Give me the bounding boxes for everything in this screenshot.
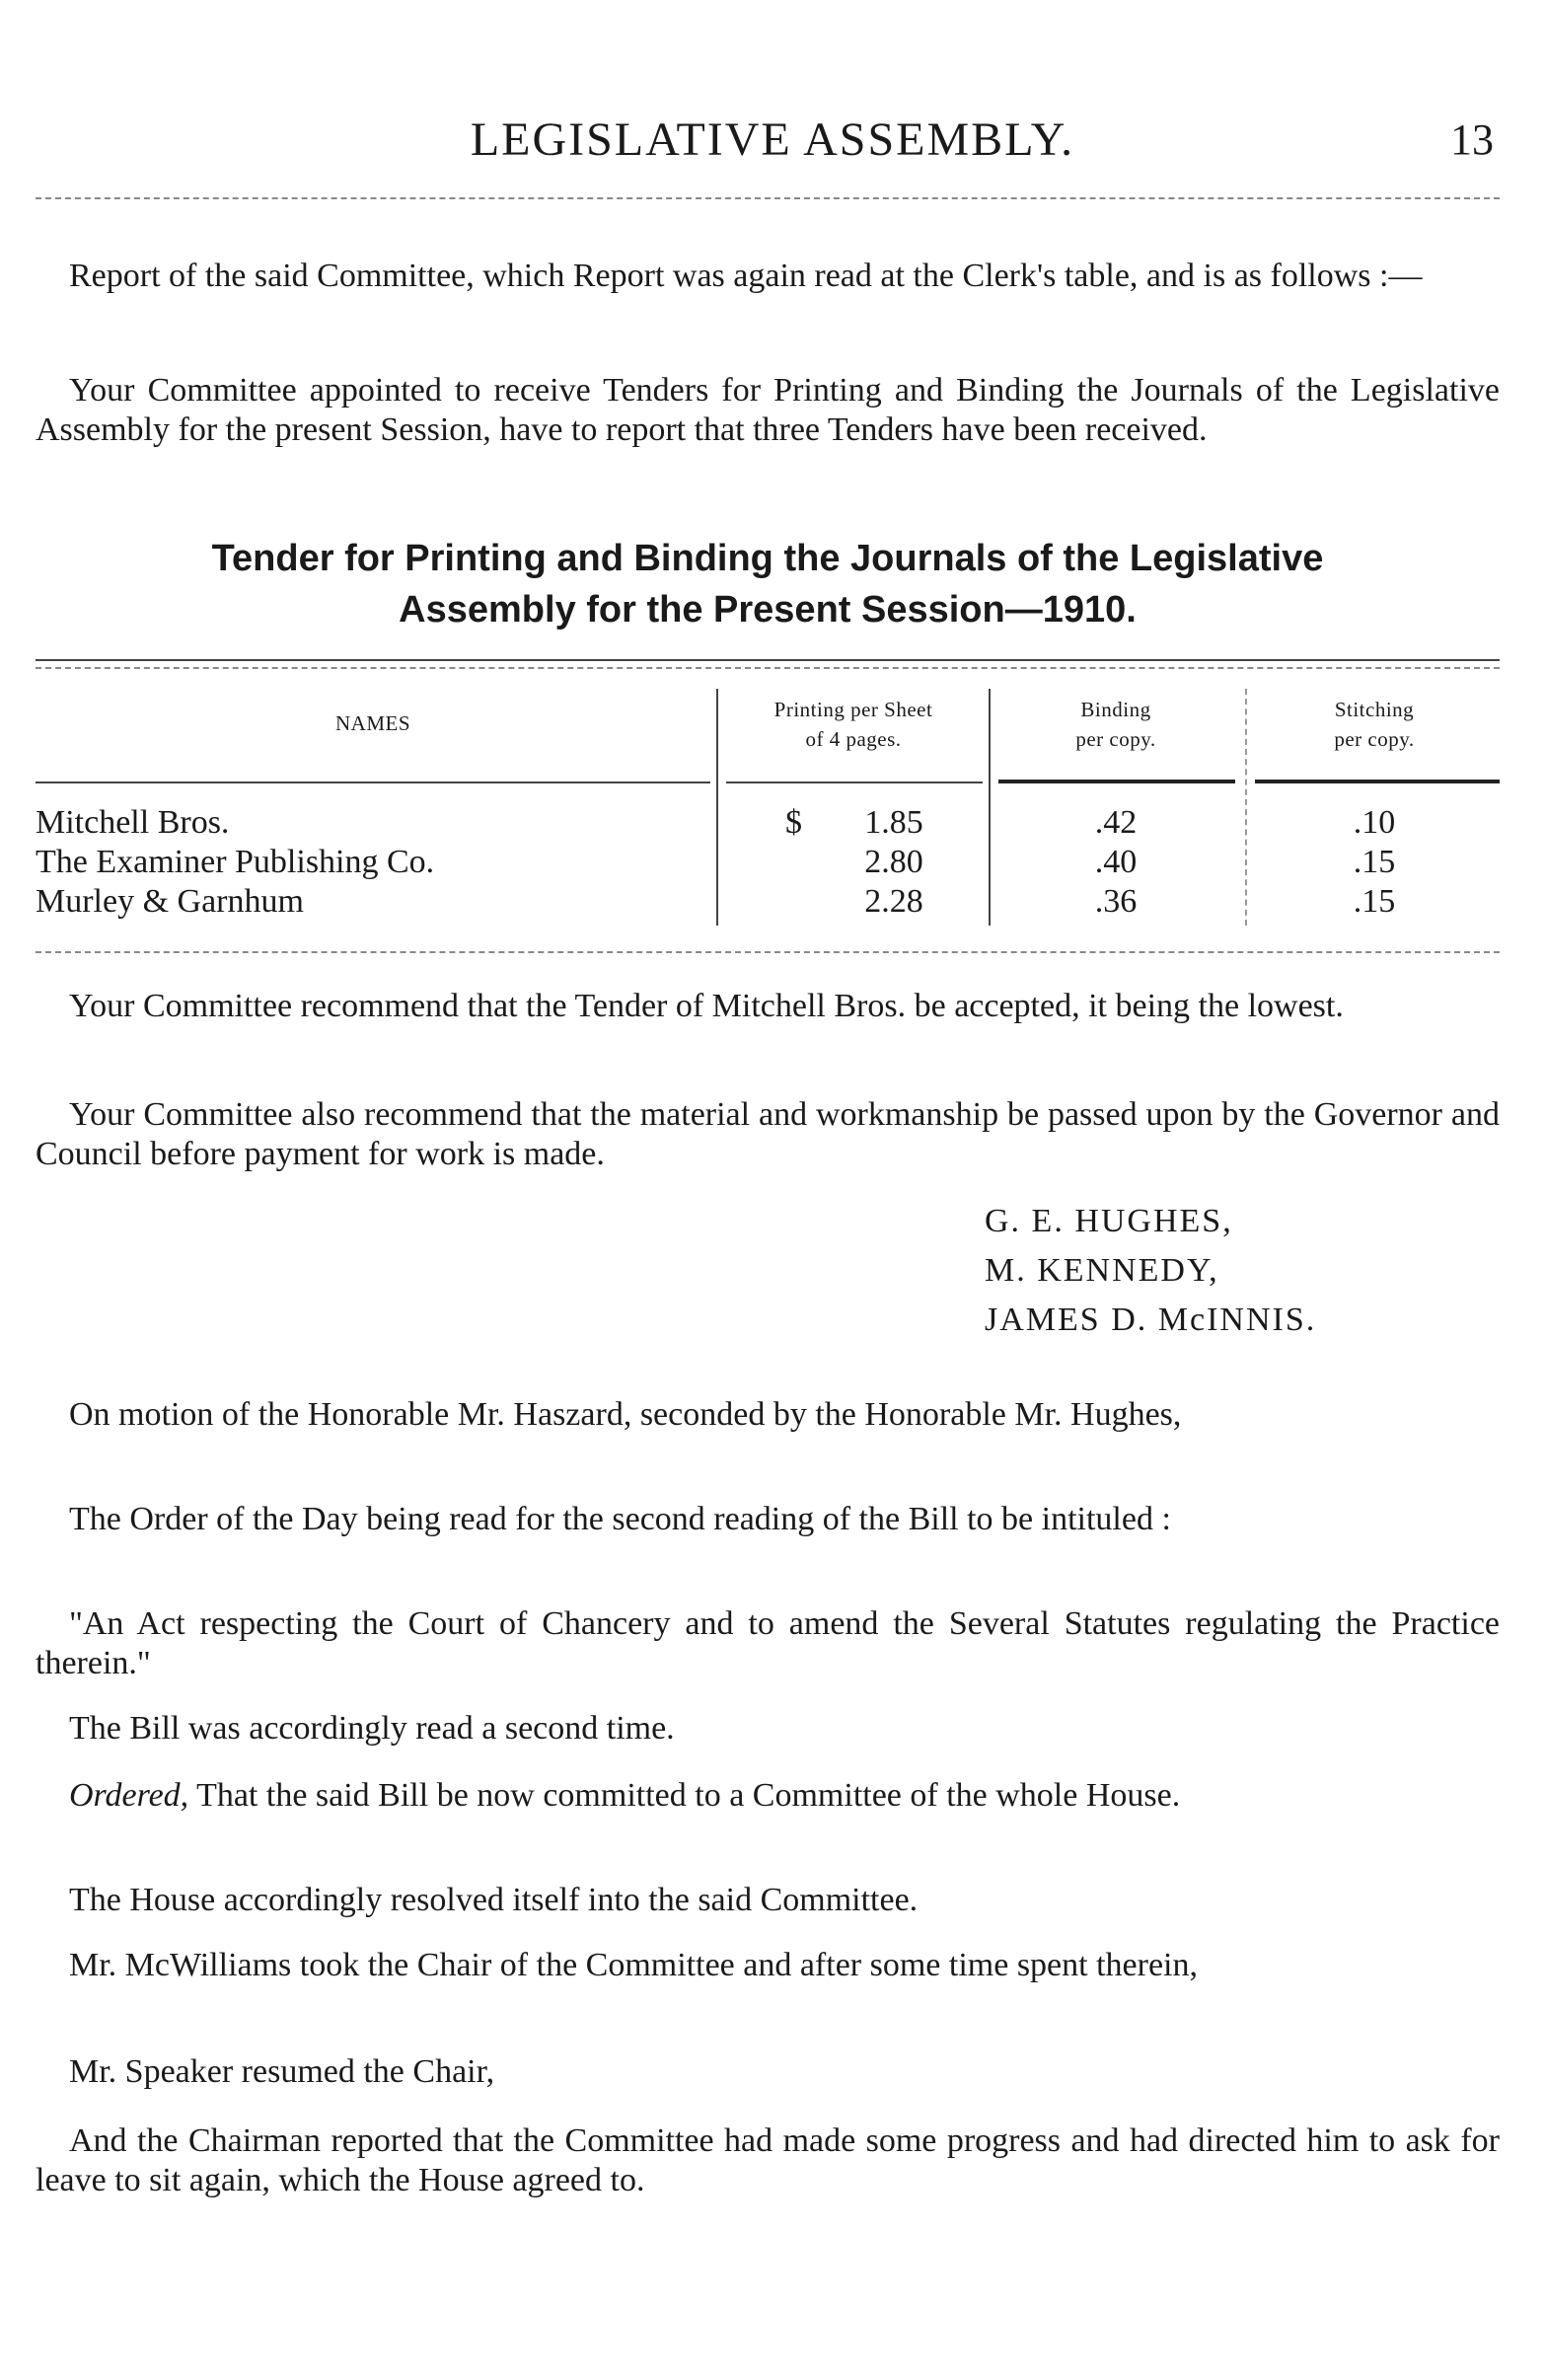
header-rule-binding [998,780,1235,783]
row-1-stitching: .10 [1353,804,1396,841]
column-header-binding-line-2: per copy. [1075,727,1156,751]
row-2-stitching: .15 [1353,844,1396,880]
paragraph-chairman-reported: And the Chairman reported that the Committee had made some progress and had directed him to ask for leave to sit again, which the House agreed to. [36,2122,1500,2198]
column-divider-2 [989,689,991,926]
running-head [0,111,1545,170]
running-title: LEGISLATIVE ASSEMBLY. [470,113,1075,166]
column-divider-3 [1245,689,1247,926]
column-header-stitching-line-1: Stitching [1334,698,1415,721]
column-header-stitching [1249,695,1500,754]
row-3-stitching: .15 [1353,883,1396,920]
paragraph-second-reading: The Bill was accordingly read a second time. [69,1710,675,1747]
row-2-printing: 2.80 [864,844,923,880]
column-header-names-label: NAMES [334,711,410,735]
row-1-printing: 1.85 [864,804,923,841]
header-rule-names [36,781,710,783]
paragraph-recommend-accept: Your Committee recommend that the Tender of Mitchell Bros. be accepted, it being the lowest. [69,988,1344,1024]
row-3-name: Murley & Garnhum [36,883,304,920]
column-header-names [36,708,710,738]
column-header-printing-line-1: Printing per Sheet [773,698,933,721]
row-2-binding: .40 [1094,844,1138,880]
row-2-name: The Examiner Publishing Co. [36,844,435,880]
tender-table [36,659,1500,955]
row-3-printing: 2.28 [864,883,923,920]
tender-heading-line-1: Tender for Printing and Binding the Journals of the Legislative [211,538,1324,579]
row-1-binding: .42 [1094,804,1138,841]
header-rule [36,197,1500,199]
page-number: 13 [1450,115,1494,164]
signatory-3: JAMES D. McINNIS. [985,1302,1317,1338]
header-rule-printing [726,781,983,783]
ordered-label: Ordered, [69,1777,189,1814]
column-header-printing-line-2: of 4 pages. [805,727,902,751]
paragraph-ordered [36,1776,1500,1816]
row-3-binding: .36 [1094,883,1138,920]
paragraph-chair-taken: Mr. McWilliams took the Chair of the Committee and after some time spent therein, [69,1947,1198,1983]
paragraph-recommend-passed: Your Committee also recommend that the material and workmanship be passed upon by the Governor and Council before payment for work is made. [36,1096,1500,1172]
paragraph-order-of-day: The Order of the Day being read for the second reading of the Bill to be intituled : [69,1501,1171,1537]
column-divider-1 [716,689,718,926]
ordered-text: That the said Bill be now committed to a Committee of the whole House. [188,1777,1181,1814]
column-header-stitching-line-2: per copy. [1334,727,1415,751]
column-header-binding-line-1: Binding [1080,698,1151,721]
table-top-rule-2 [36,667,1500,669]
column-header-binding [993,695,1239,754]
signatory-2: M. KENNEDY, [985,1252,1219,1289]
row-1-name: Mitchell Bros. [36,804,230,841]
paragraph-speaker-resumed: Mr. Speaker resumed the Chair, [69,2053,495,2090]
paragraph-resolved: The House accordingly resolved itself into the said Committee. [69,1882,919,1918]
paragraph-act-title: "An Act respecting the Court of Chancery and to amend the Several Statutes regulating the Practice therein." [36,1605,1500,1681]
header-rule-stitching [1255,780,1500,783]
signatory-1: G. E. HUGHES, [985,1203,1233,1239]
table-top-rule [36,659,1500,661]
paragraph-motion: On motion of the Honorable Mr. Haszard, seconded by the Honorable Mr. Hughes, [69,1396,1182,1433]
paragraph-committee-report: Your Committee appointed to receive Tenders for Printing and Binding the Journals of the Legislative Assembly for the present Session, have to report that three Tenders have been received. [36,372,1500,448]
paragraph-report-intro: Report of the said Committee, which Report was again read at the Clerk's table, and is as follows :— [69,258,1423,294]
tender-heading [36,533,1500,635]
column-header-printing [720,695,987,754]
currency-symbol: $ [785,804,802,841]
table-bottom-rule [36,951,1500,953]
tender-heading-line-2: Assembly for the Present Session—1910. [399,589,1137,631]
